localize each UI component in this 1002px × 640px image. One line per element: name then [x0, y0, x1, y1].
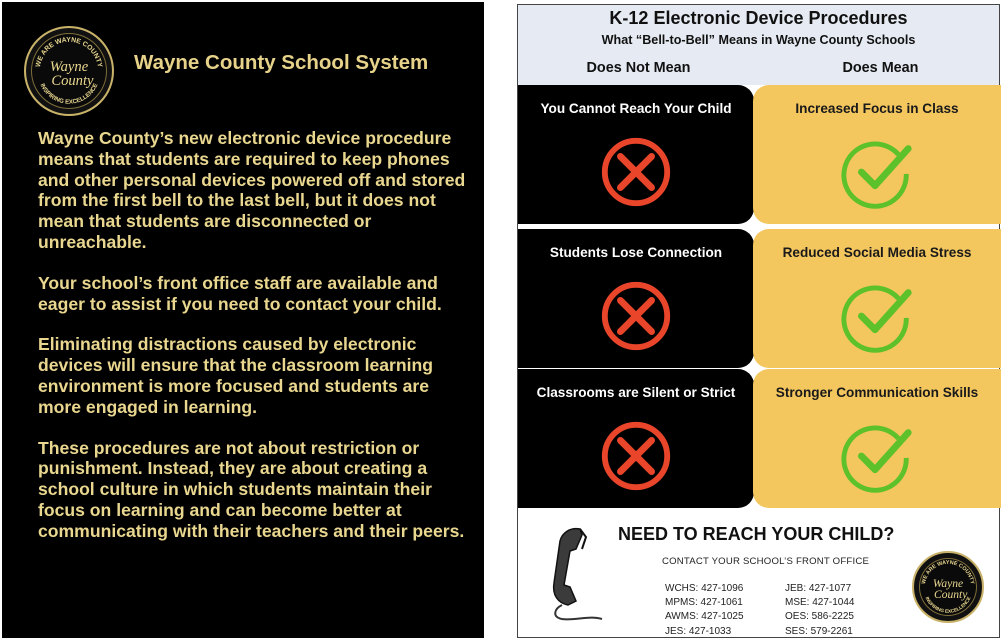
x-circle-icon — [597, 417, 675, 495]
does-not-mean-cell-1 — [518, 85, 754, 224]
telephone-icon — [540, 523, 616, 623]
col-header-does-not-mean: Does Not Mean — [586, 60, 691, 76]
col-header-does-mean: Does Mean — [842, 60, 919, 76]
reach-subtitle: CONTACT YOUR SCHOOL’S FRONT OFFICE — [662, 556, 870, 567]
svg-text:Wayne: Wayne — [932, 577, 964, 590]
svg-text:Wayne: Wayne — [49, 59, 89, 75]
phone-row: JES: 427-1033 SES: 579-2261 — [665, 625, 853, 637]
right-panel — [517, 4, 1000, 638]
cell-label: Stronger Communication Skills — [775, 385, 979, 400]
svg-text:County: County — [51, 72, 94, 89]
svg-text:WE ARE WAYNE COUNTY: WE ARE WAYNE COUNTY — [34, 36, 104, 68]
paragraph-2: Your school’s front office staff are available and eager to assist if you need to contact your child. — [38, 272, 442, 314]
cell-label: You Cannot Reach Your Child — [540, 101, 732, 116]
svg-text:INSPIRING EXCELLENCE: INSPIRING EXCELLENCE — [923, 596, 973, 615]
paragraph-1: Wayne County’s new electronic device procedure means that students are required to keep phones and other personal devices powered off and stored from the first bell to the last bell, but it does not mean that students are disconnected or unreachable. — [38, 128, 466, 252]
check-circle-icon — [838, 133, 916, 211]
phone-row: MPMS: 427-1061 MSE: 427-1044 — [665, 597, 855, 609]
left-title: Wayne County School System — [134, 51, 429, 74]
left-body — [38, 128, 470, 562]
right-subtitle: What “Bell-to-Bell” Means in Wayne County Schools — [601, 33, 916, 47]
check-circle-icon — [838, 277, 916, 355]
cell-label: Classrooms are Silent or Strict — [536, 385, 736, 400]
paragraph-3: Eliminating distractions caused by electronic devices will ensure that the classroom learning environment is more focused and students are more engaged in learning. — [38, 334, 434, 417]
wayne-county-logo — [912, 551, 984, 623]
cell-label: Reduced Social Media Stress — [782, 245, 972, 260]
cell-label: Students Lose Connection — [549, 245, 723, 260]
does-not-mean-cell-3 — [518, 369, 754, 508]
does-mean-cell-2 — [753, 229, 1001, 368]
does-mean-cell-3 — [753, 369, 1001, 508]
left-panel — [2, 2, 484, 638]
svg-text:County: County — [934, 587, 968, 601]
does-not-mean-cell-2 — [518, 229, 754, 368]
does-mean-cell-1 — [753, 85, 1001, 224]
x-circle-icon — [597, 133, 675, 211]
paragraph-4: These procedures are not about restriction or punishment. Instead, they are about creating a school culture in which students maintain their focus on learning and can become better at communicating with their teachers and their peers. — [38, 437, 465, 541]
right-title: K-12 Electronic Device Procedures — [609, 8, 908, 28]
x-circle-icon — [597, 277, 675, 355]
svg-text:INSPIRING EXCELLENCE: INSPIRING EXCELLENCE — [38, 82, 100, 106]
wayne-county-logo — [24, 26, 114, 116]
cell-label: Increased Focus in Class — [795, 101, 959, 116]
phone-row: AWMS: 427-1025 OES: 586-2225 — [665, 611, 854, 623]
reach-title: NEED TO REACH YOUR CHILD? — [618, 524, 895, 544]
svg-text:WE ARE WAYNE COUNTY: WE ARE WAYNE COUNTY — [920, 559, 975, 585]
check-circle-icon — [838, 417, 916, 495]
phone-list — [665, 582, 885, 639]
phone-row: WCHS: 427-1096 JEB: 427-1077 — [665, 583, 852, 594]
